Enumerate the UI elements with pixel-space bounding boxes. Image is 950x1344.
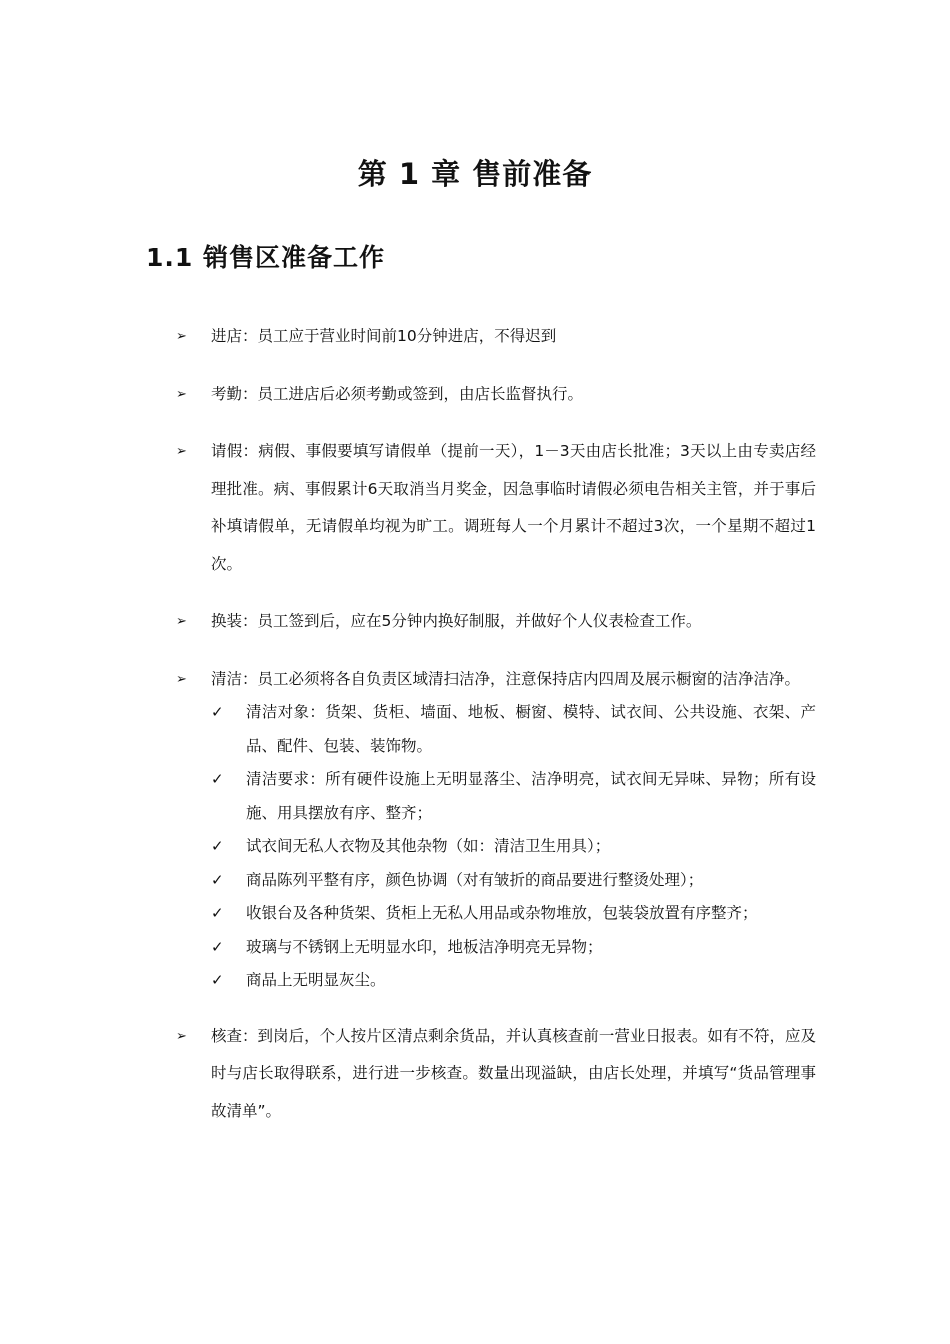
check-list-item (211, 964, 816, 998)
arrow-bullet-icon: ➢ (176, 1028, 187, 1044)
list-item (176, 376, 816, 414)
check-list-item (211, 696, 816, 763)
list-item-text: 考勤：员工进店后必须考勤或签到，由店长监督执行。 (211, 384, 584, 403)
check-icon: ✓ (211, 703, 224, 721)
list-item (176, 433, 816, 583)
check-list-item-text: 清洁要求：所有硬件设施上无明显落尘、洁净明亮，试衣间无异味、异物；所有设施、用具摆放有序、整齐； (246, 770, 816, 822)
list-item-text: 换装：员工签到后，应在5分钟内换好制服，并做好个人仪表检查工作。 (211, 612, 702, 630)
check-icon: ✓ (211, 937, 224, 956)
list-item (176, 1018, 816, 1131)
check-list-item (211, 763, 816, 830)
check-list-item-text: 商品上无明显灰尘。 (246, 971, 386, 989)
check-icon: ✓ (211, 904, 224, 922)
check-icon: ✓ (211, 870, 224, 889)
list-item-text: 核查：到岗后，个人按片区清点剩余货品，并认真核查前一营业日报表。如有不符，应及时与店长取得联系，进行进一步核查。数量出现溢缺，由店长处理，并填写“货品管理事故清单”。 (211, 1026, 816, 1120)
list-item (176, 661, 816, 998)
check-list-item-text: 试衣间无私人衣物及其他杂物（如：清洁卫生用具）； (246, 837, 611, 855)
list-item (176, 603, 816, 641)
check-icon: ✓ (211, 971, 224, 989)
check-list-item-text: 收银台及各种货架、货柜上无私人用品或杂物堆放，包装袋放置有序整齐； (246, 904, 758, 922)
list-item (176, 318, 816, 356)
section-title: 1.1 销售区准备工作 (146, 243, 385, 272)
check-list-item (211, 931, 816, 965)
check-list-item (211, 830, 816, 864)
check-list-item-text: 清洁对象：货架、货柜、墙面、地板、橱窗、模特、试衣间、公共设施、衣架、产品、配件、包装、装饰物。 (246, 703, 816, 755)
arrow-bullet-icon: ➢ (176, 671, 187, 687)
check-list-item (211, 897, 816, 931)
list-item-text: 请假：病假、事假要填写请假单（提前一天），1－3天由店长批准；3天以上由专卖店经理批准。病、事假累计6天取消当月奖金，因急事临时请假必须电告相关主管，并于事后补填请假单，无请假单均视为旷工。调班每人一个月累计不超过3次，一个星期不超过1次。 (211, 442, 816, 573)
chapter-title: 第 1 章 售前准备 (357, 157, 593, 191)
arrow-bullet-icon: ➢ (176, 386, 187, 402)
check-list-item (211, 864, 816, 898)
list-item-text: 清洁：员工必须将各自负责区域清扫洁净，注意保持店内四周及展示橱窗的洁净洁净。 (211, 669, 801, 688)
arrow-bullet-icon: ➢ (176, 444, 187, 459)
arrow-bullet-icon: ➢ (176, 614, 187, 629)
arrow-bullet-icon: ➢ (176, 329, 187, 344)
check-list-item-text: 玻璃与不锈钢上无明显水印，地板洁净明亮无异物； (246, 937, 603, 956)
bullet-list (176, 318, 816, 1150)
check-icon: ✓ (211, 837, 224, 855)
list-item-text: 进店：员工应于营业时间前10分钟进店，不得迟到 (211, 327, 557, 345)
check-list (211, 696, 816, 998)
check-list-item-text: 商品陈列平整有序，颜色协调（对有皱折的商品要进行整烫处理）； (246, 870, 704, 889)
check-icon: ✓ (211, 770, 224, 788)
